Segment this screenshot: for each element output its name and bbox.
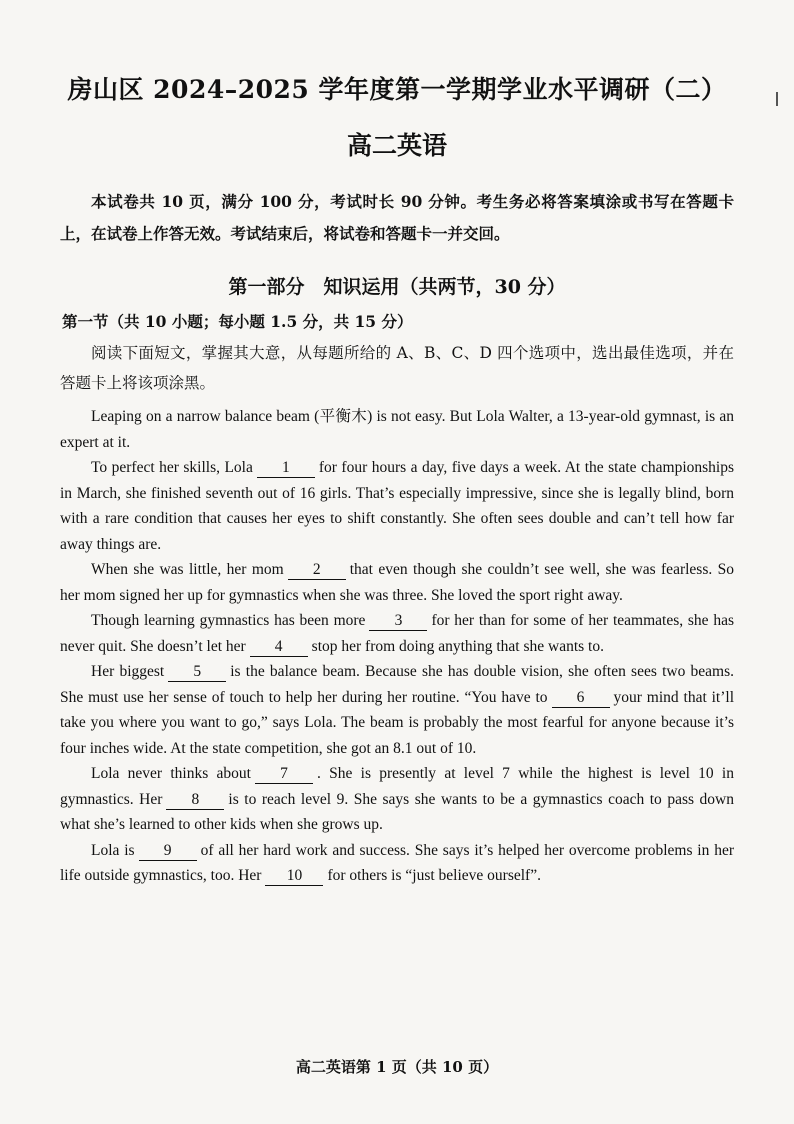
blank-2: 2 — [288, 561, 346, 580]
part-title: 第一部分 知识运用（共两节，30 分） — [228, 276, 566, 298]
paragraph-5 — [60, 659, 734, 761]
paragraph-text: of all her hard work and success. She says it’s helped her overcome problems in her life outside gymnastics, too. Her — [60, 841, 734, 884]
paragraph-7 — [60, 838, 734, 889]
exam-subject: 高二英语 — [346, 131, 447, 160]
blank-9: 9 — [139, 842, 197, 861]
paragraph-text: is to reach level 9. She says she wants to be a gymnastics coach to pass down what she’s learned to other kids when she grows up. — [60, 790, 734, 833]
paragraph-text: Lola is — [91, 841, 135, 859]
paragraph-text: your mind that it’ll take you where you want to go,” says Lola. The beam is probably the most fearful for anyone because it’s four inches wide. At the state competition, she got an 8.1 out of 10. — [60, 688, 735, 757]
page-footer: 高二英语第 1 页（共 10 页） — [295, 1058, 499, 1076]
blank-7: 7 — [255, 765, 313, 784]
paragraph-text: Though learning gymnastics has been more — [91, 612, 366, 629]
section-title: 第一节（共 10 小题；每小题 1.5 分，共 15 分） — [62, 312, 413, 331]
paragraph-4 — [60, 608, 734, 659]
paragraph-text: . She is presently at level 7 while the highest is level 10 in gymnastics. Her — [60, 765, 734, 808]
paragraph-text: for others is “just believe ourself”. — [327, 867, 541, 884]
paragraph-3 — [60, 557, 734, 608]
paragraph-text: To perfect her skills, Lola — [91, 459, 253, 476]
paragraph-1 — [60, 404, 734, 455]
paragraph-text: When she was little, her mom — [91, 561, 284, 578]
blank-4: 4 — [250, 638, 308, 657]
blank-8: 8 — [166, 791, 224, 810]
blank-6: 6 — [552, 689, 610, 708]
paragraph-text: that even though she couldn’t see well, she was fearless. So her mom signed her up for gymnastics when she was three. She loved the sport right away. — [60, 561, 734, 604]
paragraph-text: Her biggest — [91, 663, 165, 680]
paragraph-6 — [60, 761, 734, 838]
edge-mark — [776, 92, 778, 106]
paragraph-text: stop her from doing anything that she wants to. — [311, 637, 604, 655]
blank-3: 3 — [369, 612, 427, 631]
paragraph-text: for four hours a day, five days a week. At the state championships in March, she finished seventh out of 16 girls. That’s especially impressive, since she is legally blind, born with a rare condition that causes her eyes to shift constantly. She often sees double and can’t tell how far away things are. — [60, 459, 734, 553]
blank-5: 5 — [168, 663, 226, 682]
cloze-passage — [60, 404, 734, 889]
exam-instructions: 本试卷共 10 页，满分 100 分，考试时长 90 分钟。考生务必将答案填涂或书写在答题卡上，在试卷上作答无效。考试结束后，将试卷和答题卡一并交回。 — [60, 192, 734, 243]
paragraph-text: for her than for some of her teammates, she has never quit. She doesn’t let her — [60, 612, 734, 655]
blank-1: 1 — [257, 459, 315, 478]
blank-10: 10 — [265, 867, 323, 886]
exam-title: 房山区 2024–2025 学年度第一学期学业水平调研（二） — [67, 75, 727, 104]
paragraph-text: Lola never thinks about — [91, 765, 251, 782]
paragraph-2 — [60, 455, 734, 557]
section-directions: 阅读下面短文，掌握其大意，从每题所给的 A、B、C、D 四个选项中，选出最佳选项，并在答题卡上将该项涂黑。 — [60, 344, 734, 392]
paragraph-text: Leaping on a narrow balance beam (平衡木) is not easy. But Lola Walter, a 13-year-old gymnast, is an expert at it. — [60, 408, 734, 451]
paragraph-text: is the balance beam. Because she has double vision, she often sees two beams. She must use her sense of touch to help her during her routine. “You have to — [60, 663, 735, 706]
